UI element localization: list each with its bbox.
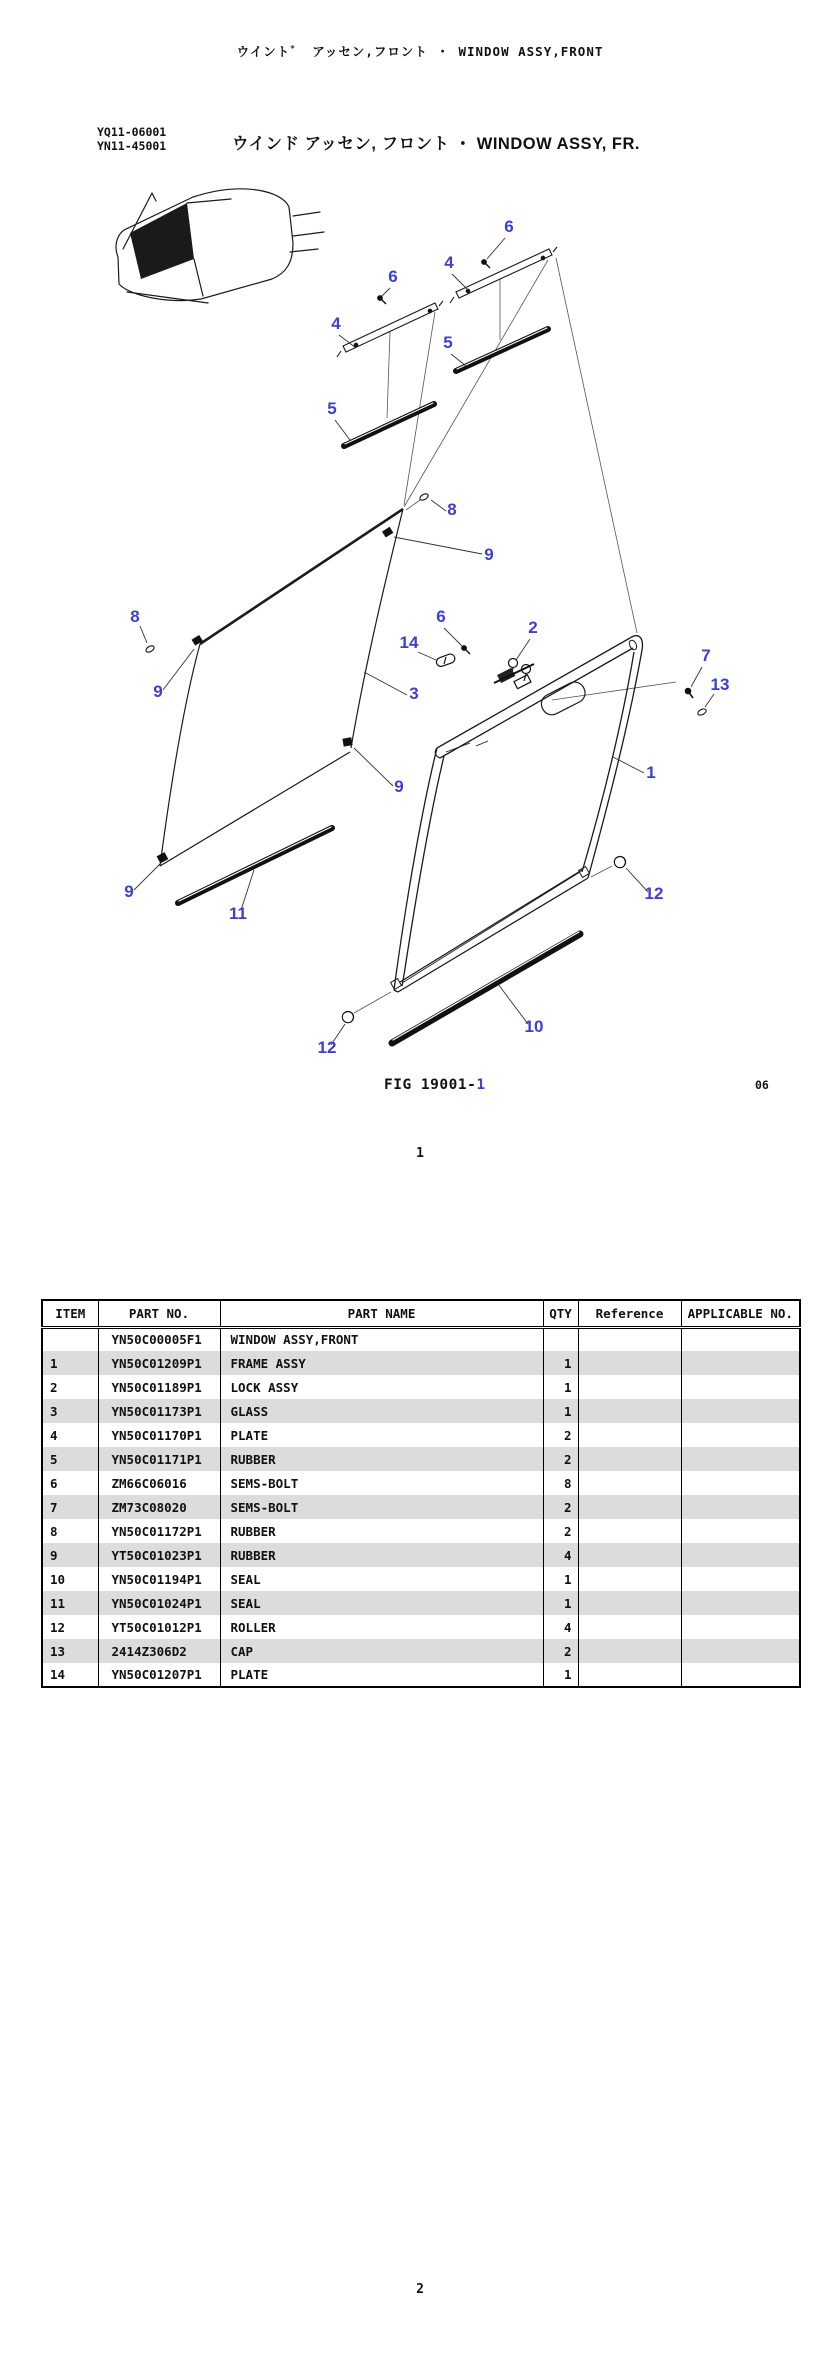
callout-label-12: 12	[317, 1038, 337, 1057]
callout-label-9: 9	[484, 545, 494, 564]
table-row	[42, 1423, 800, 1447]
cell-part-no: YN50C01171P1	[98, 1447, 220, 1471]
revision-code: 06	[755, 1078, 769, 1092]
callout-label-5: 5	[443, 333, 453, 352]
cell-part-name: PLATE	[220, 1663, 543, 1687]
callout-leader-line	[354, 748, 393, 786]
table-row	[42, 1567, 800, 1591]
figure-number-main: FIG 19001-	[384, 1077, 477, 1093]
cell-part-name: SEAL	[220, 1567, 543, 1591]
callout-label-5: 5	[327, 399, 337, 418]
cap-13-glyph	[697, 708, 707, 717]
column-header-qty: QTY	[543, 1300, 578, 1327]
table-row	[42, 1591, 800, 1615]
plate-14-glyph	[435, 653, 456, 668]
cell-qty: 2	[543, 1423, 578, 1447]
page-number-top: 1	[416, 1146, 424, 1161]
callout-label-8: 8	[447, 500, 457, 519]
cell-part-name: GLASS	[220, 1399, 543, 1423]
figure-subtitle: ウインド アッセン, フロント ・ WINDOW ASSY, FR.	[232, 135, 640, 153]
callout-label-12: 12	[644, 884, 664, 903]
callout-leader-line	[487, 238, 505, 259]
callout-label-11: 11	[229, 904, 247, 923]
cell-qty: 1	[543, 1663, 578, 1687]
cell-applicable	[681, 1423, 800, 1447]
callout-leader-line	[335, 420, 350, 440]
cell-qty: 1	[543, 1591, 578, 1615]
cell-part-name: CAP	[220, 1639, 543, 1663]
cell-qty	[543, 1327, 578, 1351]
cell-reference	[578, 1471, 681, 1495]
cell-part-name: LOCK ASSY	[220, 1375, 543, 1399]
cell-part-name: SEAL	[220, 1591, 543, 1615]
callouts-layer	[124, 217, 729, 1057]
rubber-8-pads	[145, 492, 429, 653]
callout-label-9: 9	[124, 882, 134, 901]
excavator-cab-icon	[116, 189, 324, 303]
cell-part-name: RUBBER	[220, 1447, 543, 1471]
cell-item: 9	[42, 1543, 98, 1567]
cell-reference	[578, 1639, 681, 1663]
cell-reference	[578, 1423, 681, 1447]
cell-reference	[578, 1327, 681, 1351]
cell-applicable	[681, 1471, 800, 1495]
callout-label-13: 13	[710, 675, 730, 694]
cell-part-no: YT50C01023P1	[98, 1543, 220, 1567]
table-row	[42, 1351, 800, 1375]
cell-qty: 2	[543, 1639, 578, 1663]
diagram-svg	[0, 0, 840, 1130]
cell-part-no: YN50C01170P1	[98, 1423, 220, 1447]
cell-reference	[578, 1447, 681, 1471]
callout-leader-line	[140, 626, 147, 643]
cell-part-no: YN50C01209P1	[98, 1351, 220, 1375]
cell-item: 10	[42, 1567, 98, 1591]
cell-reference	[578, 1663, 681, 1687]
callout-leader-line	[691, 667, 702, 687]
table-row	[42, 1519, 800, 1543]
cell-item: 14	[42, 1663, 98, 1687]
cell-applicable	[681, 1591, 800, 1615]
cell-reference	[578, 1567, 681, 1591]
cell-applicable	[681, 1615, 800, 1639]
cell-applicable	[681, 1327, 800, 1351]
column-header-part-name: PART NAME	[220, 1300, 543, 1327]
callout-leader-line	[451, 354, 466, 366]
callout-leader-line	[394, 537, 482, 554]
cell-part-name: WINDOW ASSY,FRONT	[220, 1327, 543, 1351]
column-header-part-no-: PART NO.	[98, 1300, 220, 1327]
callout-leader-line	[431, 500, 446, 511]
cell-qty: 2	[543, 1495, 578, 1519]
cell-part-no: YN50C01173P1	[98, 1399, 220, 1423]
seal-10-glyph	[392, 932, 580, 1043]
cell-item: 7	[42, 1495, 98, 1519]
callout-label-14: 14	[399, 633, 419, 652]
bolt-7-glyph	[685, 688, 693, 698]
table-row	[42, 1447, 800, 1471]
callout-leader-line	[705, 694, 714, 707]
callout-leader-line	[498, 984, 528, 1024]
cell-part-name: RUBBER	[220, 1543, 543, 1567]
frame-1	[391, 636, 643, 992]
callout-leader-line	[444, 628, 462, 646]
cell-item: 8	[42, 1519, 98, 1543]
callout-label-9: 9	[394, 777, 404, 796]
callout-leader-line	[452, 274, 468, 290]
callout-label-1: 1	[646, 763, 656, 782]
lock-2-glyph	[494, 659, 534, 689]
seal-11-glyph	[178, 827, 332, 903]
table-row	[42, 1639, 800, 1663]
callout-leader-line	[364, 672, 407, 695]
cell-reference	[578, 1519, 681, 1543]
exploded-diagram	[0, 0, 840, 1130]
callout-label-3: 3	[409, 684, 419, 703]
cell-part-no: ZM73C08020	[98, 1495, 220, 1519]
cell-part-no: YN50C01172P1	[98, 1519, 220, 1543]
parts-table	[41, 1299, 801, 1688]
cell-part-no: YN50C01207P1	[98, 1663, 220, 1687]
table-row	[42, 1543, 800, 1567]
cell-part-no: YN50C01194P1	[98, 1567, 220, 1591]
parts-table-header	[42, 1300, 800, 1327]
cell-part-no: YN50C01189P1	[98, 1375, 220, 1399]
table-row	[42, 1495, 800, 1519]
cell-qty: 4	[543, 1615, 578, 1639]
cell-reference	[578, 1351, 681, 1375]
cell-part-name: PLATE	[220, 1423, 543, 1447]
callout-label-6: 6	[436, 607, 446, 626]
cell-applicable	[681, 1639, 800, 1663]
cell-reference	[578, 1543, 681, 1567]
serial-code-2: YN11-45001	[97, 139, 167, 153]
cell-part-no: YT50C01012P1	[98, 1615, 220, 1639]
figure-number-suffix: 1	[476, 1077, 486, 1093]
cell-applicable	[681, 1351, 800, 1375]
callout-label-9: 9	[153, 682, 163, 701]
cell-applicable	[681, 1495, 800, 1519]
callout-label-2: 2	[528, 618, 538, 637]
column-header-reference: Reference	[578, 1300, 681, 1327]
callout-label-8: 8	[130, 607, 140, 626]
cell-qty: 1	[543, 1375, 578, 1399]
cell-part-name: ROLLER	[220, 1615, 543, 1639]
page-title: ウイント゛ アッセン,フロント ・ WINDOW ASSY,FRONT	[236, 44, 604, 59]
column-header-item: ITEM	[42, 1300, 98, 1327]
cell-item: 1	[42, 1351, 98, 1375]
cell-item	[42, 1327, 98, 1351]
cell-qty: 1	[543, 1351, 578, 1375]
cell-qty: 1	[543, 1399, 578, 1423]
cell-qty: 2	[543, 1447, 578, 1471]
cell-qty: 8	[543, 1471, 578, 1495]
callout-label-4: 4	[444, 253, 454, 272]
callout-leader-line	[418, 652, 436, 660]
callout-leader-line	[516, 639, 530, 660]
cell-part-name: RUBBER	[220, 1519, 543, 1543]
callout-leader-line	[134, 863, 161, 890]
cell-part-name: FRAME ASSY	[220, 1351, 543, 1375]
cell-item: 12	[42, 1615, 98, 1639]
cell-applicable	[681, 1447, 800, 1471]
cell-applicable	[681, 1519, 800, 1543]
cell-part-no: ZM66C06016	[98, 1471, 220, 1495]
callout-label-4: 4	[331, 314, 341, 333]
cell-qty: 2	[543, 1519, 578, 1543]
table-row	[42, 1375, 800, 1399]
cell-reference	[578, 1615, 681, 1639]
serial-code-1: YQ11-06001	[97, 125, 167, 139]
cell-part-name: SEMS-BOLT	[220, 1471, 543, 1495]
callout-leader-line	[382, 288, 390, 296]
callout-leader-line	[163, 649, 194, 690]
cell-item: 2	[42, 1375, 98, 1399]
cell-item: 13	[42, 1639, 98, 1663]
cell-part-no: YN50C00005F1	[98, 1327, 220, 1351]
page-number-bottom: 2	[416, 2282, 424, 2297]
cell-reference	[578, 1495, 681, 1519]
cell-part-no: YN50C01024P1	[98, 1591, 220, 1615]
cell-item: 4	[42, 1423, 98, 1447]
cell-item: 6	[42, 1471, 98, 1495]
cell-applicable	[681, 1375, 800, 1399]
table-row	[42, 1615, 800, 1639]
table-row	[42, 1471, 800, 1495]
cell-reference	[578, 1375, 681, 1399]
callout-label-6: 6	[504, 217, 514, 236]
cell-item: 3	[42, 1399, 98, 1423]
cell-qty: 4	[543, 1543, 578, 1567]
cell-applicable	[681, 1399, 800, 1423]
cell-reference	[578, 1591, 681, 1615]
cell-qty: 1	[543, 1567, 578, 1591]
cell-applicable	[681, 1543, 800, 1567]
cell-applicable	[681, 1567, 800, 1591]
cell-item: 5	[42, 1447, 98, 1471]
cell-part-name: SEMS-BOLT	[220, 1495, 543, 1519]
figure-number	[384, 1077, 486, 1093]
cell-reference	[578, 1399, 681, 1423]
table-row	[42, 1327, 800, 1351]
cell-part-no: 2414Z306D2	[98, 1639, 220, 1663]
column-header-applicable-no-: APPLICABLE NO.	[681, 1300, 800, 1327]
rubber-9-clips	[157, 527, 394, 864]
callout-label-7: 7	[701, 646, 711, 665]
table-row	[42, 1399, 800, 1423]
callout-label-10: 10	[524, 1017, 544, 1036]
glass-3	[145, 492, 429, 866]
callout-label-6: 6	[388, 267, 398, 286]
cell-applicable	[681, 1663, 800, 1687]
table-row	[42, 1663, 800, 1687]
cell-item: 11	[42, 1591, 98, 1615]
